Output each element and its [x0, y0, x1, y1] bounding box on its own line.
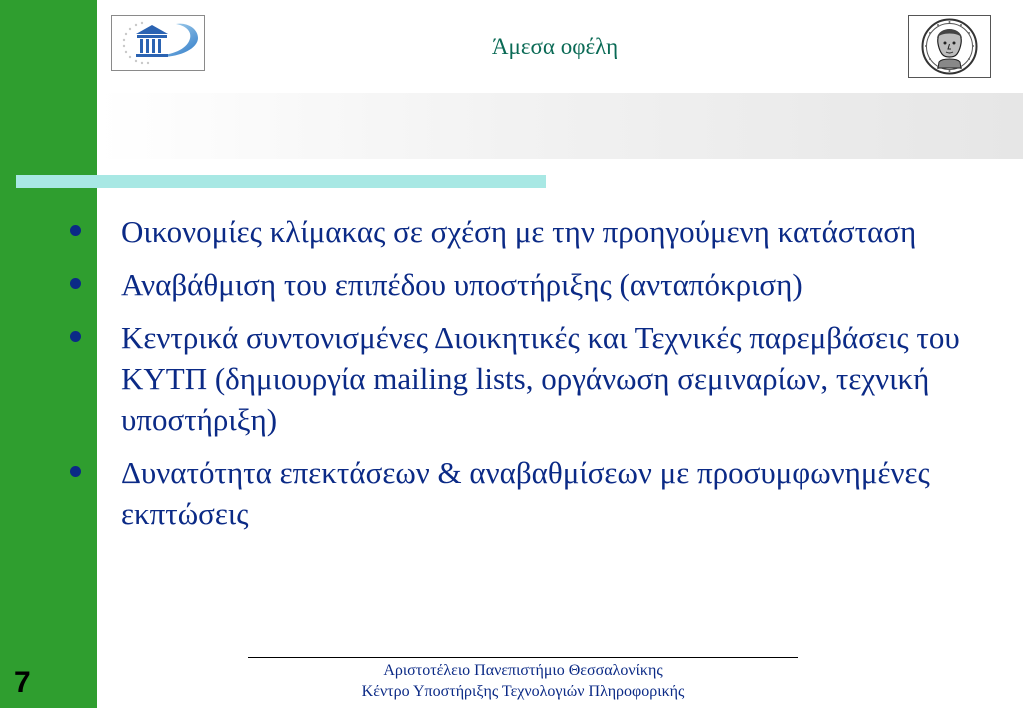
- footer-divider: [248, 657, 798, 658]
- list-item: [68, 211, 968, 252]
- accent-bar: [16, 175, 546, 188]
- list-item: [68, 317, 968, 440]
- bullet-text: Δυνατότητα επεκτάσεων & αναβαθμίσεων με προσυμφωνημένες εκπτώσεις: [121, 455, 930, 531]
- footer: [248, 660, 798, 702]
- bullet-list: [68, 211, 968, 546]
- list-item: [68, 452, 968, 534]
- slide-title: Άμεσα οφέλη: [491, 34, 619, 59]
- header-gradient-band: [97, 93, 1023, 159]
- slide-number: 7: [14, 666, 31, 699]
- bullet-text: Αναβάθμιση του επιπέδου υποστήριξης (ανταπόκριση): [121, 267, 803, 302]
- bullet-dot-icon: [70, 331, 81, 342]
- bullet-text: Κεντρικά συντονισμένες Διοικητικές και Τεχνικές παρεμβάσεις του ΚΥΤΠ (δημιουργία mailing lists, οργάνωση σεμιναρίων, τεχνική υποστήριξη): [121, 320, 960, 437]
- list-item: [68, 264, 968, 305]
- aristotle-portrait-seal-icon: [908, 15, 991, 78]
- bullet-dot-icon: [70, 466, 81, 477]
- university-building-logo-icon: [111, 15, 205, 71]
- bullet-dot-icon: [70, 225, 81, 236]
- bullet-dot-icon: [70, 278, 81, 289]
- footer-center: Κέντρο Υποστήριξης Τεχνολογιών Πληροφορικής: [361, 683, 685, 700]
- footer-university: Αριστοτέλειο Πανεπιστήμιο Θεσσαλονίκης: [383, 662, 663, 679]
- bullet-text: Οικονομίες κλίμακας σε σχέση με την προηγούμενη κατάσταση: [121, 214, 917, 249]
